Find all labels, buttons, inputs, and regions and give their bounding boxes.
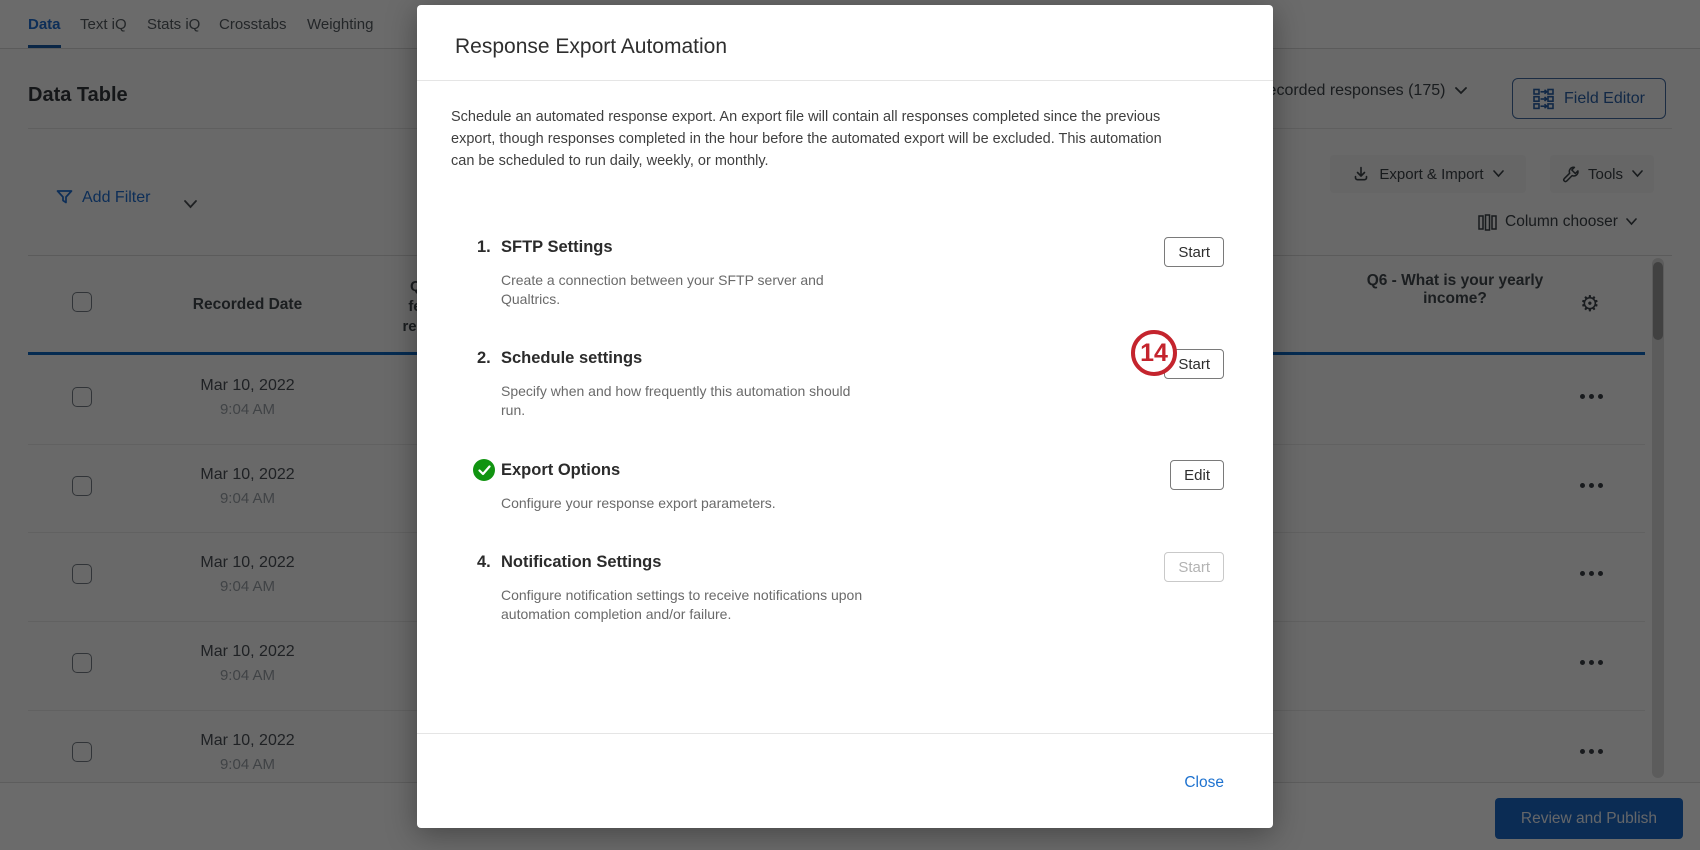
step-desc-line: Configure your response export parameters. [501, 495, 776, 511]
step-desc-line: Specify when and how frequently this automation should [501, 383, 851, 399]
export-options-edit-button[interactable]: Edit [1170, 460, 1224, 490]
close-link[interactable]: Close [1184, 774, 1224, 791]
step-desc-line: Qualtrics. [501, 291, 561, 307]
step-notification-settings [477, 551, 862, 624]
step-title: SFTP Settings [501, 238, 613, 256]
modal-description [451, 106, 1162, 172]
response-export-automation-modal [417, 5, 1273, 828]
step-number [477, 459, 501, 481]
modal-title: Response Export Automation [455, 35, 727, 58]
step-description [501, 494, 776, 513]
step-desc-line: automation completion and/or failure. [501, 606, 732, 622]
step-number: 4. [477, 553, 491, 571]
step-desc-line: Configure notification settings to receive notifications upon [501, 587, 863, 603]
modal-description-line: can be scheduled to run daily, weekly, or monthly. [451, 153, 769, 169]
step-description [501, 271, 824, 309]
notification-settings-start-button[interactable]: Start [1164, 552, 1224, 582]
step-export-options [477, 459, 776, 513]
step-title: Export Options [501, 461, 621, 479]
modal-description-line: export, though responses completed in the hour before the automated export will be excluded. This automation [451, 131, 1162, 147]
step-title: Schedule settings [501, 349, 643, 367]
step-desc-line: run. [501, 402, 526, 418]
modal-footer [417, 733, 1273, 828]
step-description [501, 382, 850, 420]
step-number: 1. [477, 238, 491, 256]
annotation-badge-14: 14 [1131, 330, 1177, 376]
step-number: 2. [477, 349, 491, 367]
sftp-settings-start-button[interactable]: Start [1164, 237, 1224, 267]
step-schedule-settings [477, 347, 850, 420]
step-desc-line: Create a connection between your SFTP server and [501, 272, 824, 288]
modal-header [417, 5, 1273, 81]
step-description [501, 586, 862, 624]
step-title: Notification Settings [501, 553, 662, 571]
schedule-settings-start-button[interactable]: Start [1164, 349, 1224, 379]
modal-description-line: Schedule an automated response export. An export file will contain all responses completed since the previous [451, 109, 1161, 125]
step-sftp-settings [477, 236, 824, 309]
